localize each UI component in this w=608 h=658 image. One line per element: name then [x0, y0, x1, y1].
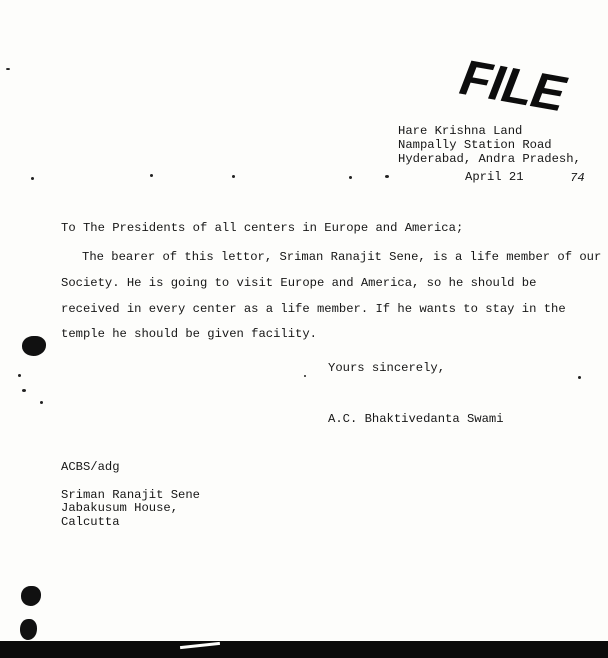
scan-speck [40, 401, 43, 404]
reference-initials: ACBS/adg [61, 460, 120, 474]
file-stamp: FILE [456, 48, 569, 123]
address-line-3: Hyderabad, Andra Pradesh, [398, 152, 581, 166]
recipient-address-line-2: Jabakusum House, [61, 501, 179, 515]
scan-bottom-edge [0, 641, 608, 658]
body-line-4: temple he should be given facility. [61, 327, 317, 341]
scan-speck [578, 376, 581, 379]
body-line-2: Society. He is going to visit Europe and America, so he should be [61, 276, 537, 290]
body-line-3: received in every center as a life member. If he wants to stay in the [61, 302, 566, 316]
ink-blot [21, 586, 41, 606]
scan-speck [349, 176, 352, 179]
scan-speck [22, 389, 26, 392]
letter-date: April 21 [465, 170, 524, 184]
recipient-address-line-3: Calcutta [61, 515, 120, 529]
scan-speck [31, 177, 34, 180]
scan-speck [18, 374, 21, 377]
ink-blot [20, 619, 37, 640]
body-line-1: The bearer of this lettor, Sriman Ranajit Sene, is a life member of our [82, 250, 602, 264]
scan-speck [150, 174, 153, 177]
scan-speck [304, 375, 306, 377]
scan-speck [6, 68, 10, 70]
scan-speck [385, 175, 389, 178]
address-line-1: Hare Krishna Land [398, 124, 523, 138]
page-number: 74 [570, 171, 585, 185]
signature: A.C. Bhaktivedanta Swami [328, 412, 504, 426]
ink-blot [22, 336, 46, 356]
salutation: To The Presidents of all centers in Europe and America; [61, 221, 464, 235]
scan-speck [232, 175, 235, 178]
recipient-name: Sriman Ranajit Sene [61, 488, 200, 502]
closing: Yours sincerely, [328, 361, 446, 375]
address-line-2: Nampally Station Road [398, 138, 552, 152]
